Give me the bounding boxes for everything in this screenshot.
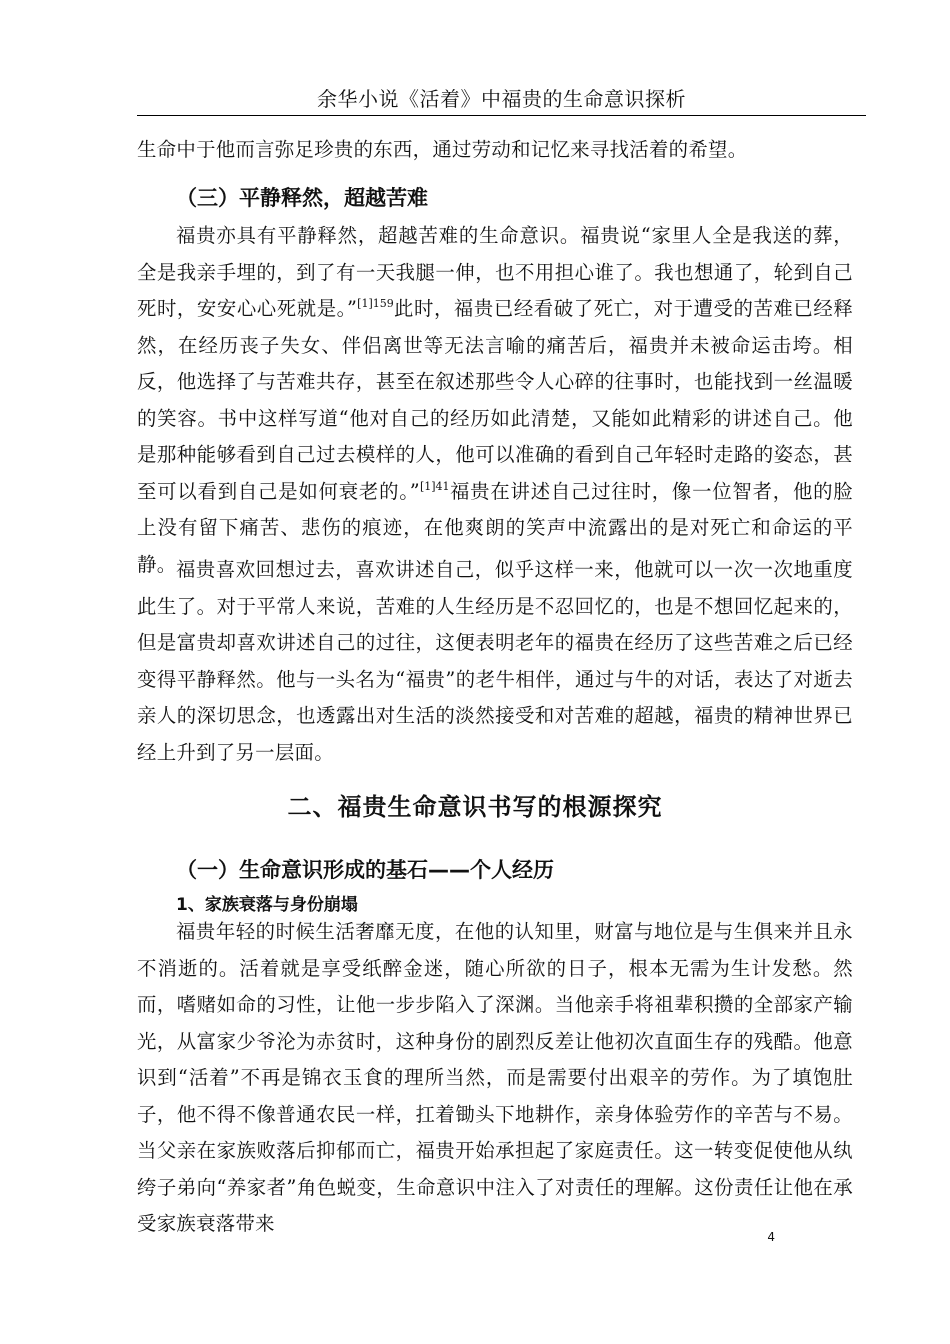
section3-paragraph-2: 福贵喜欢回想过去，喜欢讲述自己，似乎这样一来，他就可以一次一次地重度此生了。对于平常人来说，苦难的人生经历是不忍回忆的，也是不想回忆起来的，但是富贵却喜欢讲述自己的过往，这便表明老年的福贵在经历了这些苦难之后已经变得平静释然。他与一头名为“福贵”的老牛相伴，通过与牛的对话，表达了对逝去亲人的深切思念，也透露出对生活的淡然接受和对苦难的超越，福贵的精神世界已经上升到了另一层面。 [137,558,853,764]
chapter-heading: 二、福贵生命意识书写的根源探究 [287,793,663,821]
continuation-paragraph: 生命中于他而言弥足珍贵的东西，通过劳动和记忆来寻找活着的希望。 [137,138,748,161]
paragraph-text: 福贵在讲述自己过往时，像一位智者，他的脸上没有留下痛苦、悲伤的痕迹，在他爽朗的笑声中流露出的是对死亡和命运的平静。 [137,479,853,576]
section3-paragraph-1 [137,218,853,583]
page-number: 4 [767,1230,775,1244]
paragraph-text: 福贵亦具有平静释然，超越苦难的生命意识。福贵说“家里人全是我送的葬，全是我亲手埋的，到了有一天我腿一伸，也不用担心谁了。我也想通了，轮到自己死时，安安心心死就是。” [137,224,853,320]
section-heading-1: （一）生命意识形成的基石——个人经历 [176,858,554,882]
section-heading-3: （三）平静释然，超越苦难 [176,186,428,210]
page-header [137,84,866,116]
citation: [1]159 [357,297,394,310]
chapter2-paragraph-1: 福贵年轻的时候生活奢靡无度，在他的认知里，财富与地位是与生俱来并且永不消逝的。活着就是享受纸醉金迷，随心所欲的日子，根本无需为生计发愁。然而，嗜赌如命的习性，让他一步步陷入了深渊。当他亲手将祖辈积攒的全部家产输光，从富家少爷沦为赤贫时，这种身份的剧烈反差让他初次直面生存的残酷。他意识到“活着”不再是锦衣玉食的理所当然，而是需要付出艰辛的劳作。为了填饱肚子，他不得不像普通农民一样，扛着锄头下地耕作，亲身体验劳作的辛苦与不易。当父亲在家族败落后抑郁而亡，福贵开始承担起了家庭责任。这一转变促使他从纨绔子弟向“养家者”角色蜕变，生命意识中注入了对责任的理解。这份责任让他在承受家族衰落带来 [137,920,853,1235]
citation: [1]41 [419,479,450,493]
header-title: 余华小说《活着》中福贵的生命意识探析 [317,87,686,111]
paragraph-text: 此时，福贵已经看破了死亡，对于遭受的苦难已经释然，在经历丧子失女、伴侣离世等无法言喻的痛苦后，福贵并未被命运击垮。相反，他选择了与苦难共存，甚至在叙述那些令人心碎的往事时，也能找到一丝温暖的笑容。书中这样写道“他对自己的经历如此清楚，又能如此精彩的讲述自己。他是那种能够看到自己过去模样的人，他可以准确的看到自己年轻时走路的姿态，甚至可以看到自己是如何衰老的。” [137,297,854,503]
subsection-heading: 1、家族衰落与身份崩塌 [176,895,358,915]
